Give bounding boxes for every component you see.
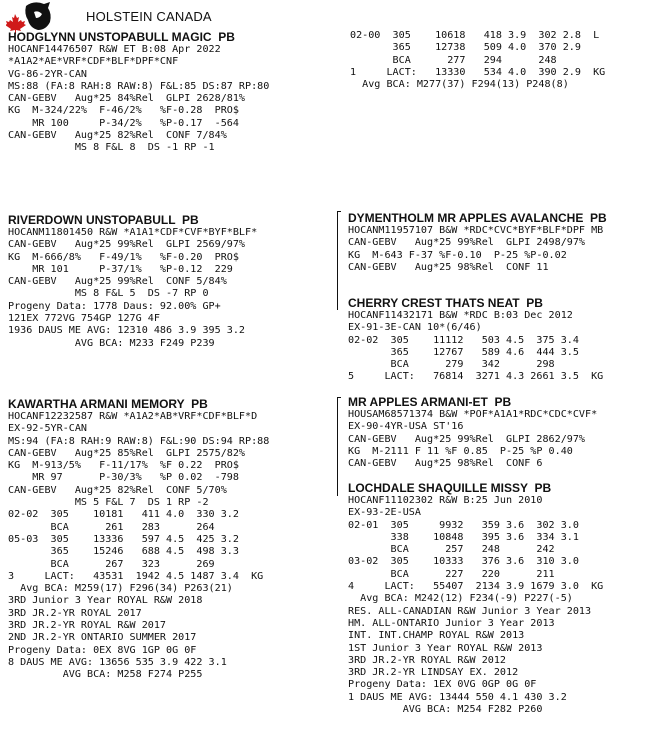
record-line: HOUSAM68571374 B&W *POF*A1A1*RDC*CDC*CVF*: [348, 409, 598, 420]
record-line: KG M-2111 F 11 %F 0.85 P-25 %P 0.40: [348, 445, 573, 457]
animal-name: CHERRY CREST THATS NEAT PB: [348, 296, 543, 310]
record-line: MS 5 F&L 7 DS 1 RP -2: [8, 497, 209, 509]
record-line: Avg BCA: M277(37) F294(13) P248(8): [350, 79, 569, 91]
record-line: CAN-GEBV Aug*25 98%Rel CONF 6: [348, 458, 543, 470]
record-line: 365 15246 688 4.5 498 3.3: [8, 546, 239, 558]
record-line: MS 8 F&L 8 DS -1 RP -1: [8, 142, 215, 154]
record-line: MS:88 (FA:8 RAH:8 RAW:8) F&L:85 DS:87 RP:80: [8, 80, 270, 92]
record-line: EX-92-5YR-CAN: [8, 423, 88, 435]
animal-lines: [348, 495, 603, 716]
animal-name: LOCHDALE SHAQUILLE MISSY PB: [348, 481, 552, 495]
record-line: CAN-GEBV Aug*25 99%Rel GLPI 2862/97%: [348, 433, 586, 445]
record-line: Progeny Data: 1EX 0VG 0GP 0G 0F: [348, 679, 537, 691]
holstein-canada-logo: [6, 0, 56, 34]
record-line: HM. ALL-ONTARIO Junior 3 Year 2013: [348, 617, 555, 629]
record-line: MR 97 P-30/3% %P 0.02 -798: [8, 472, 239, 484]
record-line: BCA 277 294 248: [350, 54, 557, 66]
record-line: HOCANF12232587 R&W *A1A2*AB*VRF*CDF*BLF*D: [8, 411, 258, 422]
record-line: 365 12767 589 4.6 444 3.5: [348, 346, 579, 358]
record-line: MS:94 (FA:8 RAH:9 RAW:8) F&L:90 DS:94 RP:88: [8, 435, 270, 447]
animal-lines: [350, 30, 605, 91]
record-line: 1 DAUS ME AVG: 13444 550 4.1 430 3.2: [348, 691, 567, 703]
animal-name: KAWARTHA ARMANI MEMORY PB: [8, 397, 208, 411]
record-line: KG M-666/8% F-49/1% %F-0.20 PRO$: [8, 251, 239, 263]
record-line: BCA 257 248 242: [348, 544, 555, 556]
animal-block: [348, 395, 597, 470]
animal-lines: [348, 310, 603, 384]
record-line: Avg BCA: M259(17) F296(34) P263(21): [8, 583, 233, 595]
record-line: HOCANM11801450 R&W *A1A1*CDF*CVF*BYF*BLF*: [8, 227, 258, 238]
record-line: 03-02 305 10333 376 3.6 310 3.0: [348, 556, 579, 568]
record-line: BCA 227 220 211: [348, 568, 555, 580]
record-line: CAN-GEBV Aug*25 85%Rel GLPI 2575/82%: [8, 447, 246, 459]
record-line: Avg BCA: M242(12) F234(-9) P227(-5): [348, 593, 573, 605]
animal-name: DYMENTHOLM MR APPLES AVALANCHE PB: [348, 211, 607, 225]
record-line: 4 LACT: 55407 2134 3.9 1679 3.0 KG: [348, 581, 604, 593]
lactation-block: [350, 30, 605, 91]
record-line: 02-00 305 10618 418 3.9 302 2.8 L: [350, 30, 600, 41]
record-line: HOCANF11102302 R&W B:25 Jun 2010: [348, 495, 543, 506]
record-line: MS 8 F&L 5 DS -7 RP 0: [8, 288, 209, 300]
record-line: 1936 DAUS ME AVG: 12310 486 3.9 395 3.2: [8, 325, 246, 337]
record-line: CAN-GEBV Aug*25 82%Rel CONF 5/70%: [8, 484, 227, 496]
record-line: 3 LACT: 43531 1942 4.5 1487 3.4 KG: [8, 570, 264, 582]
record-line: 1 LACT: 13330 534 4.0 390 2.9 KG: [350, 66, 606, 78]
record-line: 1ST Junior 3 Year ROYAL R&W 2013: [348, 642, 543, 654]
animal-block: [8, 30, 269, 155]
record-line: 121EX 772VG 754GP 127G 4F: [8, 313, 160, 325]
record-line: CAN-GEBV Aug*25 99%Rel CONF 5/84%: [8, 276, 227, 288]
animal-block: [348, 481, 603, 716]
record-line: RES. ALL-CANADIAN R&W Junior 3 Year 2013: [348, 605, 592, 617]
animal-name: HODGLYNN UNSTOPABULL MAGIC PB: [8, 30, 235, 44]
section-bracket: [337, 397, 341, 496]
record-line: BCA 267 323 269: [8, 558, 215, 570]
record-line: 338 10848 395 3.6 334 3.1: [348, 531, 579, 543]
record-line: EX-90-4YR-USA ST'16: [348, 421, 464, 433]
record-line: CAN-GEBV Aug*25 98%Rel CONF 11: [348, 261, 549, 273]
record-line: BCA 279 342 298: [348, 359, 555, 371]
record-line: 02-02 305 11112 503 4.5 375 3.4: [348, 334, 579, 346]
record-line: VG-86-2YR-CAN: [8, 68, 88, 80]
record-line: 3RD JR.2-YR ROYAL 2017: [8, 607, 142, 619]
animal-block: [348, 296, 603, 384]
animal-name: RIVERDOWN UNSTOPABULL PB: [8, 213, 199, 227]
record-line: 3RD JR.2-YR ROYAL R&W 2017: [8, 620, 167, 632]
record-line: 3RD Junior 3 Year ROYAL R&W 2018: [8, 595, 203, 607]
animal-name: MR APPLES ARMANI-ET PB: [348, 395, 512, 409]
record-line: CAN-GEBV Aug*25 99%Rel GLPI 2569/97%: [8, 239, 246, 251]
record-line: 2ND JR.2-YR ONTARIO SUMMER 2017: [8, 632, 197, 644]
record-line: AVG BCA: M233 F249 P239: [8, 337, 215, 349]
animal-block: [8, 213, 257, 350]
record-line: MR 100 P-34/2% %P-0.17 -564: [8, 117, 239, 129]
section-bracket: [337, 211, 341, 310]
record-line: CAN-GEBV Aug*25 84%Rel GLPI 2628/81%: [8, 93, 246, 105]
record-line: 02-01 305 9932 359 3.6 302 3.0: [348, 519, 579, 531]
record-line: HOCANF14476507 R&W ET B:08 Apr 2022: [8, 44, 221, 55]
record-line: INT. INT.CHAMP ROYAL R&W 2013: [348, 630, 525, 642]
record-line: HOCANM11957107 B&W *RDC*CVC*BYF*BLF*DPF MB: [348, 225, 604, 236]
brand-title: HOLSTEIN CANADA: [86, 9, 212, 24]
record-line: BCA 261 283 264: [8, 521, 215, 533]
record-line: KG M-324/22% F-46/2% %F-0.28 PRO$: [8, 105, 239, 117]
record-line: HOCANF11432171 B&W *RDC B:03 Dec 2012: [348, 310, 573, 321]
record-line: *A1A2*AE*VRF*CDF*BLF*DPF*CNF: [8, 56, 179, 68]
animal-lines: [348, 409, 597, 470]
record-line: 365 12738 509 4.0 370 2.9: [350, 42, 581, 54]
record-line: EX-93-2E-USA: [348, 507, 421, 519]
animal-block: [8, 397, 269, 682]
animal-lines: [8, 411, 269, 682]
animal-lines: [348, 225, 607, 274]
record-line: AVG BCA: M258 F274 P255: [8, 669, 203, 681]
record-line: 05-03 305 13336 597 4.5 425 3.2: [8, 533, 239, 545]
record-line: 3RD JR.2-YR ROYAL R&W 2012: [348, 654, 507, 666]
record-line: AVG BCA: M254 F282 P260: [348, 704, 543, 716]
record-line: CAN-GEBV Aug*25 82%Rel CONF 7/84%: [8, 130, 227, 142]
record-line: 8 DAUS ME AVG: 13656 535 3.9 422 3.1: [8, 656, 227, 668]
record-line: EX-91-3E-CAN 10*(6/46): [348, 322, 482, 334]
animal-lines: [8, 44, 269, 155]
record-line: 02-02 305 10181 411 4.0 330 3.2: [8, 509, 239, 521]
record-line: Progeny Data: 1778 Daus: 92.00% GP+: [8, 300, 221, 312]
record-line: MR 101 P-37/1% %P-0.12 229: [8, 263, 233, 275]
record-line: KG M-913/5% F-11/17% %F 0.22 PRO$: [8, 460, 239, 472]
record-line: CAN-GEBV Aug*25 99%Rel GLPI 2498/97%: [348, 237, 586, 249]
animal-lines: [8, 227, 257, 350]
animal-block: [348, 211, 607, 274]
record-line: KG M-643 F-37 %F-0.10 P-25 %P-0.02: [348, 249, 567, 261]
record-line: 3RD JR.2-YR LINDSAY EX. 2012: [348, 667, 519, 679]
record-line: 5 LACT: 76814 3271 4.3 2661 3.5 KG: [348, 371, 604, 383]
record-line: Progeny Data: 0EX 8VG 1GP 0G 0F: [8, 644, 197, 656]
